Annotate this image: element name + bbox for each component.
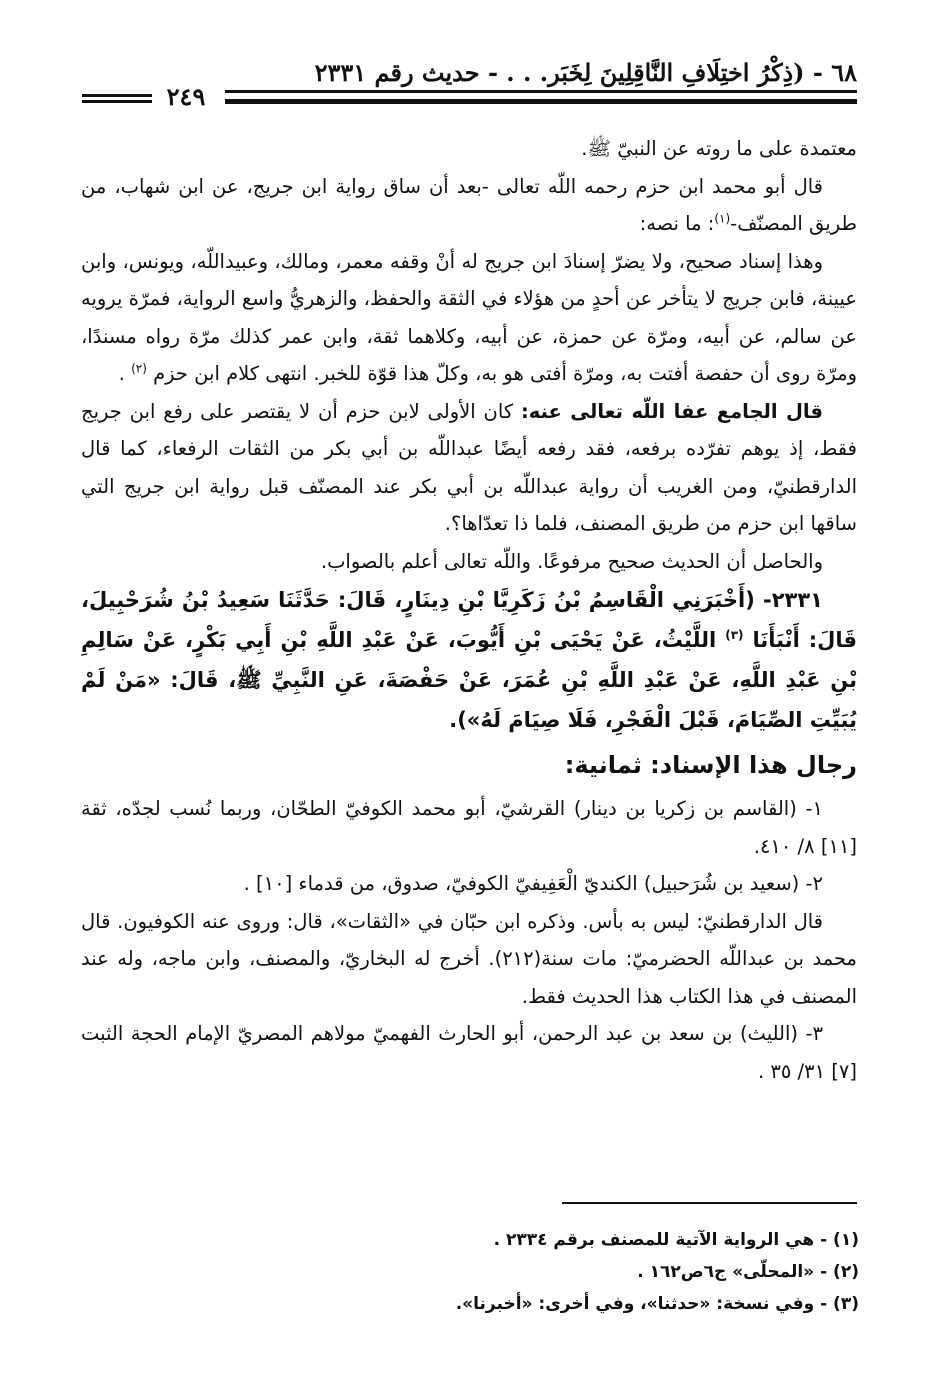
footnote-ref-1: (١) <box>714 211 731 226</box>
hadith-matn: اللَّيْثُ، عَنْ يَحْيَى بْنِ أَيُّوبَ، عَنْ عَبْدِ اللَّهِ بْنِ أَبِي بَكْرٍ، عَنْ سَالِمِ بْنِ عَبْدِ اللَّهِ، عَنْ عَبْدِ اللَّهِ بْنِ عُمَرَ، عَنْ حَفْصَةَ، عَنِ النَّبِيِّ ﷺ، قَالَ: «مَنْ لَمْ يُبَيِّتِ الصِّيَامَ، قَبْلَ الْفَجْرِ، فَلَا صِيَامَ لَهُ»). <box>81 628 857 732</box>
footnote-divider <box>562 1202 857 1204</box>
paragraph-author-comment <box>81 393 857 543</box>
narrator-2: ٢- (سعيد بن شُرَحبيل) الكنديّ الْعَفِيفيّ الكوفيّ، صدوق، من قدماء [١٠] . <box>243 872 823 895</box>
paragraph-intro: معتمدة على ما روته عن النبيّ ﷺ. <box>581 137 857 160</box>
footnote-2: (٢) - «المحلّى» ج٦ص١٦٢ . <box>637 1262 859 1282</box>
paragraph-text: كان الأولى لابن حزم أن لا يقتصر على رفع ابن جريج فقط، إذ يوهم تفرّده برفعه، فقد رفعه أيضًا عبداللّه بن أبي بكر من الثقات الرفعاء، كما قال الدارقطنيّ، ومن الغريب أن رواية عبداللّه بن أبي بكر عند المصنّف قبل رواية ابن جريج التي ساقها ابن حزم من طريق المصنف، فلما ذا تعدّاها؟. <box>81 399 857 535</box>
hadith-text <box>81 580 857 740</box>
hadith-isnad: ٢٣٣١- (أَخْبَرَنِي الْقَاسِمُ بْنُ زَكَرِيَّا بْنِ دِينَارٍ، قَالَ: حَدَّثَنَا سَعِيدُ بْنُ شُرَحْبِيلَ، قَالَ: أَنْبَأَنَا <box>81 588 857 652</box>
running-header-title: ٦٨ - (ذِكْرُ اختِلَافِ النَّاقِلِينَ لِخَبَر. . . - حديث رقم ٢٣٣١ <box>314 58 857 87</box>
paragraph-ibn-hazm <box>81 168 857 243</box>
header-rule-thick <box>225 99 857 104</box>
header-rule-left <box>82 94 152 106</box>
body-text <box>81 130 857 1090</box>
footnote-ref-2: (٢) <box>131 361 147 376</box>
section-heading: رجال هذا الإسناد: ثمانية: <box>564 751 857 779</box>
footnote-3: (٣) - وفي نسخة: «حدثنا»، وفي أخرى: «أخبرنا». <box>455 1294 859 1314</box>
paragraph-text: وهذا إسناد صحيح، ولا يضرّ إسنادَ ابن جريج له أنْ وقفه معمر، ومالك، وعبيداللّه، ويونس، وابن عيينة، فابن جريج لا يتأخر عن أحدٍ من هؤلاء في الثقة والحفظ، والزهريُّ واسع الرواية، فمرّة يرويه عن سالم، عن أبيه، ومرّة عن حمزة، عن أبيه، وكلاهما ثقة، وابن عمر كذلك مرّة رواه مسندًا، ومرّة روى أن حفصة أفتت به، ومرّة أفتى هو به، وكلّ هذا قوّة للخبر. انتهى كلام ابن حزم <box>81 249 857 385</box>
footnote-1: (١) - هي الرواية الآتية للمصنف برقم ٢٣٣٤ . <box>493 1230 859 1250</box>
footnote-ref-3: (٣) <box>725 628 744 642</box>
paragraph-text: : ما نصه: <box>639 212 715 235</box>
paragraph-text: قال أبو محمد ابن حزم رحمه اللّه تعالى -بعد أن ساق رواية ابن جريج، عن ابن شهاب، من طريق المصنّف- <box>81 174 857 235</box>
header-rule-thin <box>225 90 857 93</box>
narrator-1: ١- (القاسم بن زكريا بن دينار) القرشيّ، أبو محمد الكوفيّ الطحّان، وربما نُسب لجدّه، ثقة [١١] ٨/ ٤١٠. <box>81 797 857 858</box>
paragraph-conclusion: والحاصل أن الحديث صحيح مرفوعًا. واللّه تعالى أعلم بالصواب. <box>320 549 823 573</box>
narrator-3: ٣- (الليث) بن سعد بن عبد الرحمن، أبو الحارث الفهميّ مولاهم المصريّ الإمام الحجة الثبت [٧] ٣١/ ٣٥ . <box>81 1022 857 1083</box>
paragraph-quote: وهذا إسناد صحيح، ولا يضرّ إسنادَ ابن جريج له أنْ وقفه معمر، ومالك، وعبيداللّه، ويونس، وابن عيينة، فابن جريج لا يتأخر عن أحدٍ من هؤلاء في الثقة والحفظ، والزهريُّ واسع الرواية، فمرّة يرويه عن سالم، عن أبيه، ومرّة عن حمزة، عن أبيه، وكلاهما ثقة، وابن عمر كذلك مرّة رواه مسندًا، ومرّة روى أن حفصة أفتت به، ومرّة أفتى هو به، وكلّ هذا قوّة للخبر. انتهى كلام ابن حزم $^{(٢)}$ . <box>81 249 857 385</box>
author-comment-lead: قال الجامع عفا اللّه تعالى عنه: <box>520 399 824 423</box>
narrator-2-details: قال الدارقطنيّ: ليس به بأس. وذكره ابن حبّان في «الثقات»، قال: وروى عنه الكوفيون. قال محمد بن عبداللّه الحضرميّ: مات سنة(٢١٢). أخرج له البخاريّ، والمصنف، وابن ماجه، وله عند المصنف في هذا الكتاب هذا الحديث فقط. <box>81 909 857 1008</box>
page-number: ٢٤٩ <box>166 82 206 111</box>
footnotes <box>83 1224 859 1320</box>
